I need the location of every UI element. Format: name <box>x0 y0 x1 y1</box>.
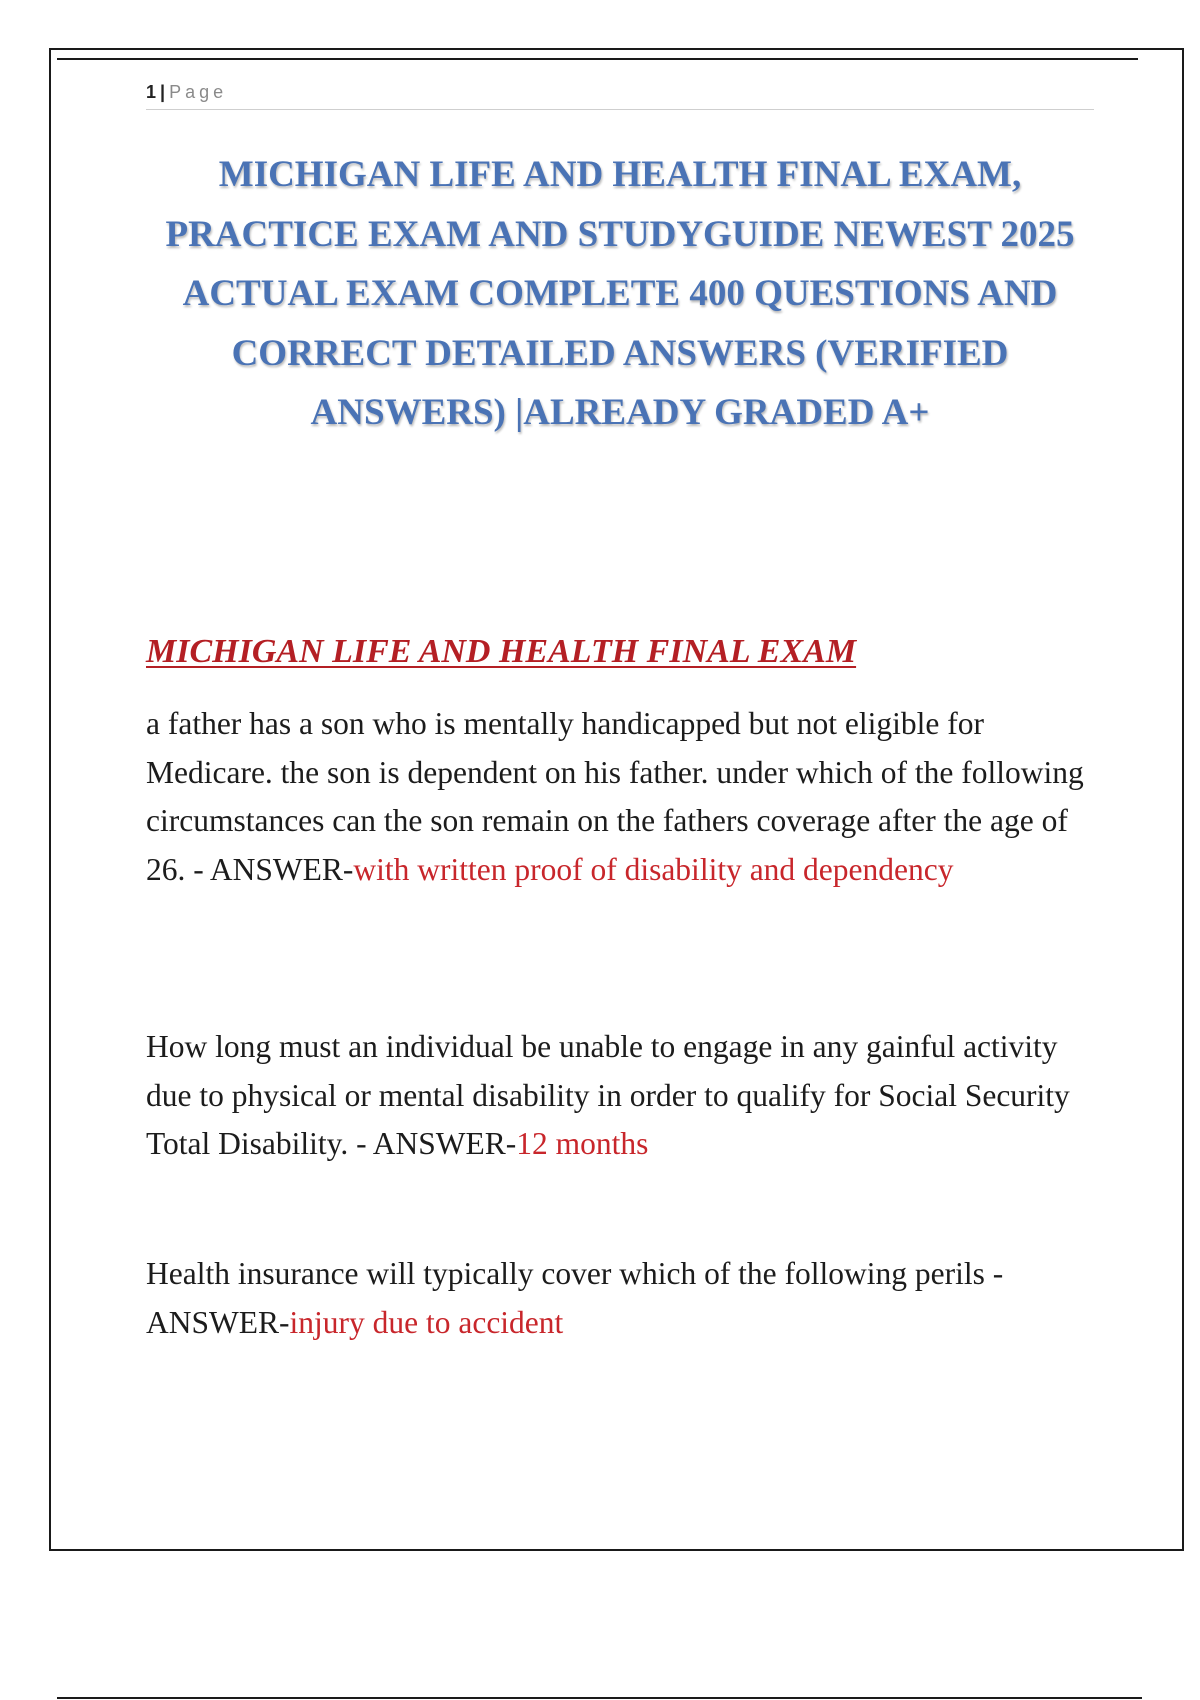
answer-text: with written proof of disability and dependency <box>353 851 954 887</box>
next-page-top-rule <box>57 1697 1142 1699</box>
qa-item-3 <box>146 1250 1106 1347</box>
document-title: MICHIGAN LIFE AND HEALTH FINAL EXAM, PRACTICE EXAM AND STUDYGUIDE NEWEST 2025 ACTUAL EXAM COMPLETE 400 QUESTIONS AND CORRECT DETAILED ANSWERS (VERIFIED ANSWERS) |ALREADY GRADED A+ <box>165 154 1075 433</box>
answer-text: 12 months <box>516 1126 649 1161</box>
page-number: 1 <box>146 82 157 102</box>
qa-item-1 <box>146 700 1106 894</box>
page-frame <box>49 48 1184 1551</box>
question-text: Health insurance will typically cover which of the following perils - ANSWER- <box>146 1256 1004 1340</box>
top-rule <box>57 58 1138 60</box>
page-label: Page <box>169 82 228 102</box>
answer-text: injury due to accident <box>289 1304 564 1340</box>
question-text: a father has a son who is mentally handicapped but not eligible for Medicare. the son is dependent on his father. under which of the following circumstances can the son remain on the fathers coverage after the age of 26. - ANSWER- <box>146 706 1084 887</box>
page-header <box>146 75 1094 110</box>
question-text: How long must an individual be unable to engage in any gainful activity due to physical or mental disability in order to qualify for Social Security Total Disability. - ANSWER- <box>146 1029 1070 1161</box>
qa-item-2 <box>146 1023 1106 1169</box>
page-header-separator: | <box>160 82 166 102</box>
section-heading: MICHIGAN LIFE AND HEALTH FINAL EXAM <box>146 633 857 670</box>
